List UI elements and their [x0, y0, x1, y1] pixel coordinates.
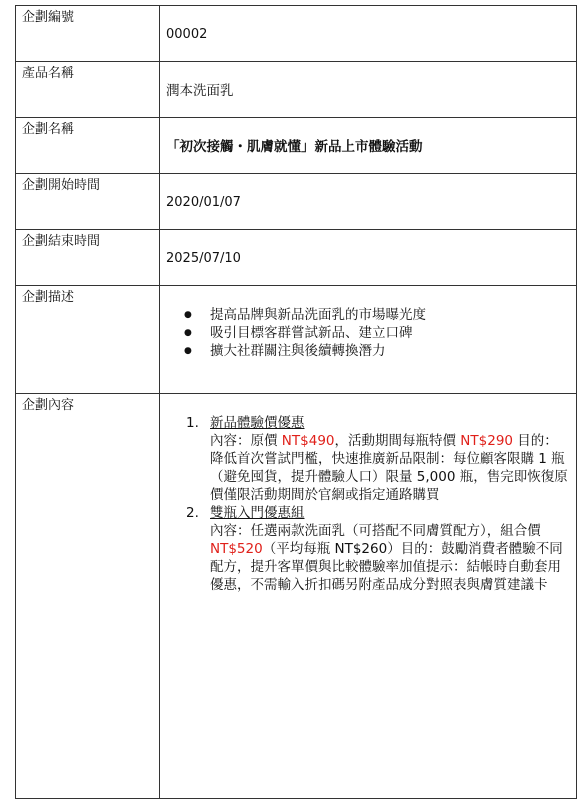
offer-text: 內容：任選兩款洗面乳（可搭配不同膚質配方），組合價 — [210, 523, 541, 539]
description-label: 企劃描述 — [16, 286, 160, 394]
offer-price: NT$520 — [210, 541, 263, 557]
start-value: 2020/01/07 — [166, 195, 241, 210]
offer-price: NT$490 — [281, 433, 335, 449]
description-item: ● 吸引目標客群嘗試新品、建立口碑 — [210, 324, 576, 342]
offer-text: 目的：降低首次嘗試門檻，快速推廣新品限制：每位顧客限購 1 瓶（避免囤貨，提升體驗人口）限量 5,000 瓶，售完即恢復原價僅限活動期間於官網或指定通路購買 — [210, 433, 568, 503]
row-description — [16, 286, 577, 394]
row-end — [16, 230, 577, 286]
offer-price: NT$290 — [460, 433, 513, 449]
offer-title: 新品體驗價優惠 — [210, 415, 305, 431]
row-start — [16, 174, 577, 230]
plan-id-value: 00002 — [166, 27, 208, 42]
end-value: 2025/07/10 — [166, 251, 241, 266]
row-plan-name — [16, 118, 577, 174]
plan-name-label: 企劃名稱 — [16, 118, 160, 174]
offer-text: ，活動期間每瓶特價 — [334, 433, 461, 449]
end-label: 企劃結束時間 — [16, 230, 160, 286]
offer-item — [186, 414, 568, 504]
description-list — [160, 306, 576, 360]
plan-id-label: 企劃編號 — [16, 6, 160, 62]
description-item: ● 提高品牌與新品洗面乳的市場曝光度 — [210, 306, 576, 324]
offer-number: 1. — [186, 415, 199, 431]
offer-text: 內容：原價 — [210, 433, 282, 449]
content-label: 企劃內容 — [16, 394, 160, 799]
row-plan-id — [16, 6, 577, 62]
start-label: 企劃開始時間 — [16, 174, 160, 230]
offer-item — [186, 504, 568, 594]
row-product — [16, 62, 577, 118]
offer-number: 2. — [186, 505, 199, 521]
offer-list — [160, 414, 576, 594]
plan-name-value: 「初次接觸・肌膚就懂」新品上市體驗活動 — [166, 139, 423, 155]
offer-text: （平均每瓶 NT$260）目的：鼓勵消費者體驗不同配方，提升客單價與比較體驗率加值提示：結帳時自動套用優惠，不需輸入折扣碼另附產品成分對照表與膚質建議卡 — [210, 541, 563, 593]
description-item: ● 擴大社群關注與後續轉換潛力 — [210, 342, 576, 360]
product-value: 潤本洗面乳 — [166, 83, 234, 99]
plan-table — [15, 5, 577, 799]
product-label: 產品名稱 — [16, 62, 160, 118]
offer-title: 雙瓶入門優惠組 — [210, 505, 305, 521]
row-content — [16, 394, 577, 799]
